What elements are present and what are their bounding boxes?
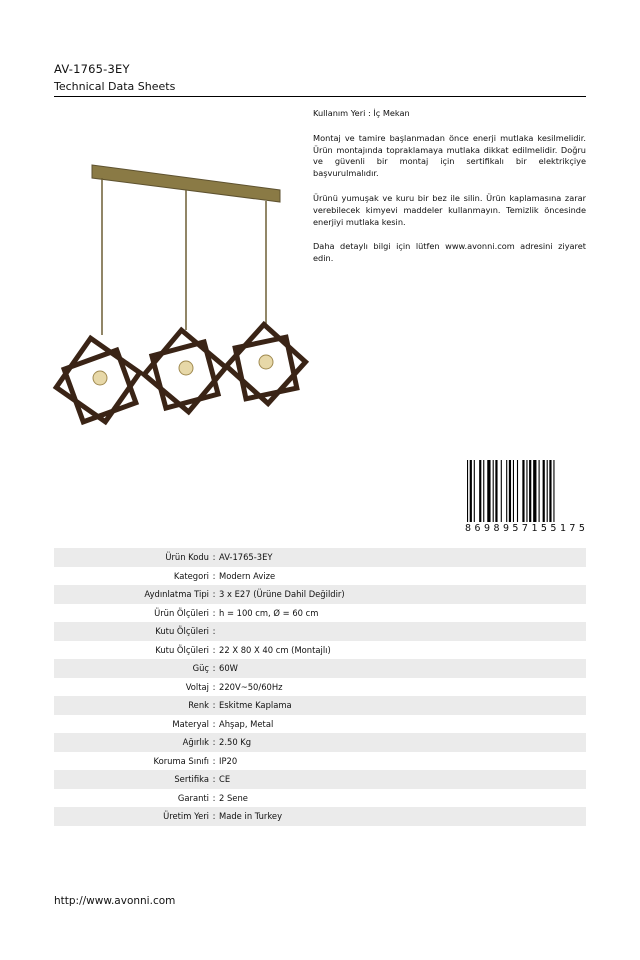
spec-value: 22 X 80 X 40 cm (Montajlı) (219, 644, 331, 655)
spec-row (54, 807, 586, 826)
spec-separator: : (212, 755, 216, 766)
barcode-digit: 5 (540, 523, 547, 534)
barcode-digit: 8 (465, 523, 472, 534)
spec-row (54, 752, 586, 771)
spec-label: Güç (192, 663, 209, 674)
spec-row (54, 770, 586, 789)
spec-label: Üretim Yeri (163, 811, 209, 822)
spec-value: Eskitme Kaplama (219, 700, 292, 711)
header-divider (54, 96, 586, 97)
barcode-digit: 1 (559, 523, 566, 534)
spec-row (54, 696, 586, 715)
spec-row (54, 567, 586, 586)
safety-note: Montaj ve tamire başlanmadan önce enerji mutlaka kesilmelidir. Ürün montajında topraklamaya mutlaka dikkat edilmelidir. Doğru ve güvenli bir montaj için sertifikalı bir elektrikçiye başvurulmalıdır. (313, 132, 586, 179)
usage-info (313, 108, 586, 278)
spec-separator: : (212, 681, 216, 692)
spec-row (54, 715, 586, 734)
spec-label: Voltaj (185, 681, 209, 692)
spec-row (54, 733, 586, 752)
spec-row (54, 622, 586, 641)
barcode-digit: 5 (550, 523, 557, 534)
cleaning-note: Ürünü yumuşak ve kuru bir bez ile silin. Ürün kaplamasına zarar verebilecek kimyevi maddeler kullanmayın. Temizlik öncesinde enerjiyi mutlaka kesin. (313, 192, 586, 227)
spec-label: Ürün Ölçüleri (154, 607, 209, 618)
spec-table (54, 548, 586, 826)
barcode-digit: 7 (569, 523, 576, 534)
spec-separator: : (212, 700, 216, 711)
website-note: Daha detaylı bilgi için lütfen www.avonni.com adresini ziyaret edin. (313, 241, 586, 264)
spec-value: IP20 (219, 755, 238, 766)
spec-row (54, 604, 586, 623)
spec-label: Renk (188, 700, 209, 711)
spec-separator: : (212, 663, 216, 674)
spec-label: Aydınlatma Tipi (144, 589, 209, 600)
spec-separator: : (212, 644, 216, 655)
barcode-digit: 1 (531, 523, 538, 534)
spec-row (54, 659, 586, 678)
spec-value: Ahşap, Metal (219, 718, 274, 729)
spec-separator: : (212, 626, 216, 637)
spec-row (54, 641, 586, 660)
barcode-digit: 9 (483, 523, 490, 534)
barcode-digit: 5 (578, 523, 585, 534)
product-image (52, 160, 312, 445)
spec-row (54, 585, 586, 604)
barcode-digit: 7 (521, 523, 528, 534)
spec-separator: : (212, 774, 216, 785)
spec-label: Koruma Sınıfı (153, 755, 209, 766)
footer-url[interactable]: http://www.avonni.com (54, 895, 176, 907)
spec-value: 220V~50/60Hz (219, 681, 283, 692)
spec-row (54, 789, 586, 808)
spec-value: Modern Avize (219, 570, 276, 581)
spec-value: AV-1765-3EY (219, 552, 273, 563)
spec-label: Sertifika (174, 774, 209, 785)
spec-label: Materyal (172, 718, 209, 729)
spec-separator: : (212, 718, 216, 729)
spec-row (54, 548, 586, 567)
pendant-right (226, 324, 305, 403)
spec-value: 3 x E27 (Ürüne Dahil Değildir) (219, 589, 345, 600)
spec-value: 2 Sene (219, 792, 248, 803)
spec-separator: : (212, 589, 216, 600)
barcode-digit: 8 (493, 523, 500, 534)
barcode-digit: 5 (512, 523, 519, 534)
barcode-number (465, 522, 585, 536)
spec-label: Ağırlık (182, 737, 209, 748)
spec-row (54, 678, 586, 697)
barcode-digit: 6 (474, 523, 481, 534)
spec-label: Kategori (173, 570, 209, 581)
spec-label: Ürün Kodu (165, 552, 209, 563)
spec-separator: : (212, 811, 216, 822)
usage-location: Kullanım Yeri : İç Mekan (313, 108, 410, 118)
spec-label: Kutu Ölçüleri (155, 644, 209, 655)
spec-value: 2.50 Kg (219, 737, 252, 748)
product-code-title: AV-1765-3EY (54, 62, 130, 76)
spec-separator: : (212, 792, 216, 803)
spec-separator: : (212, 570, 216, 581)
barcode-digit: 9 (502, 523, 509, 534)
pendant-middle (144, 330, 226, 412)
spec-value: CE (219, 774, 231, 785)
spec-separator: : (212, 552, 216, 563)
spec-label: Garanti (177, 792, 209, 803)
spec-label: Kutu Ölçüleri (155, 626, 209, 637)
spec-value: 60W (219, 663, 238, 674)
pendant-left (56, 338, 140, 422)
spec-separator: : (212, 737, 216, 748)
spec-separator: : (212, 607, 216, 618)
page-subtitle: Technical Data Sheets (54, 80, 176, 93)
spec-value: h = 100 cm, Ø = 60 cm (219, 607, 319, 618)
spec-value: Made in Turkey (219, 811, 283, 822)
